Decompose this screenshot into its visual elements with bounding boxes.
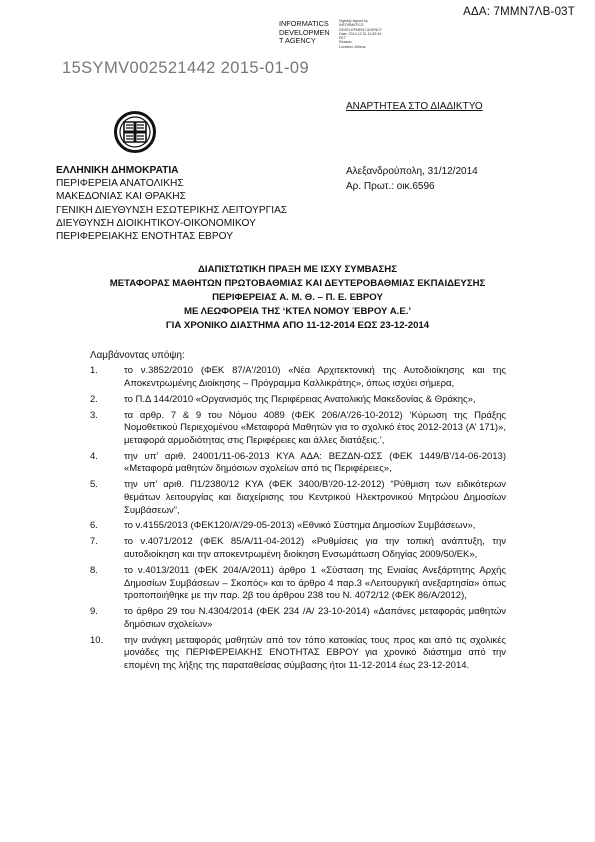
- title-line: ΓΙΑ ΧΡΟΝΙΚΟ ΔΙΑΣΤΗΜΑ ΑΠΟ 11-12-2014 ΕΩΣ 23-12-2014: [165, 320, 430, 331]
- item-number: 8.: [90, 565, 98, 577]
- title-line: ΜΕ ΛΕΩΦΟΡΕΙΑ ΤΗΣ ‘ΚΤΕΛ ΝΟΜΟΥ ΈΒΡΟΥ Α.Ε.’: [183, 306, 412, 317]
- list-item: [90, 635, 506, 673]
- agency-line: INFORMATICS: [279, 19, 329, 28]
- item-text: την ανάγκη μεταφοράς μαθητών από τον τόπο κατοικίας τους προς και από τις σχολικές μονάδες της ΠΕΡΙΦΕΡΕΙΑΚΗΣ ΕΝΟΤΗΤΑΣ ΕΒΡΟΥ για χρονικό διάστημα από την επομένη της λήξης της παραταθείσας σύμβασης ήτοι 11-12-2014 έως 23-12-2014.: [124, 634, 506, 671]
- signature-line: Location: Athens: [339, 44, 366, 49]
- title-line: ΠΕΡΙΦΕΡΕΙΑΣ Α. Μ. Θ. – Π. Ε. ΕΒΡΟΥ: [212, 292, 383, 303]
- place-date-block: [346, 164, 478, 194]
- item-text: τα αρθρ. 7 & 9 του Νόμου 4089 (ΦΕΚ 206/Α'/26-10-2012) ‘Κύρωση της Πράξης Νομοθετικού Περιεχομένου «Μεταφορά Μαθητών για το σχολικό έτος 2012-2013 (Α’ 171)», μεταφορά αρμοδιότητας στις Περιφέρειες και άλλες διατάξεις.’,: [124, 409, 506, 446]
- item-number: 7.: [90, 536, 98, 548]
- signature-line: INFORMATICS: [339, 23, 364, 28]
- city-date: Αλεξανδρούπολη, 31/12/2014: [346, 166, 478, 177]
- list-item: [90, 410, 506, 448]
- item-text: το άρθρο 29 του Ν.4304/2014 (ΦΕΚ 234 /Α/ 23-10-2014) «Δαπάνες μεταφοράς μαθητών δημόσιων σχολείων»: [124, 606, 506, 630]
- signature-line: Reason:: [339, 40, 353, 45]
- signature-line: DEVELOPMENT AGENCY: [339, 27, 383, 32]
- issuer-line: ΜΑΚΕΔΟΝΙΑΣ ΚΑΙ ΘΡΑΚΗΣ: [56, 191, 186, 203]
- item-text: το ν.4013/2011 (ΦΕΚ 204/Α/2011) άρθρο 1 «Σύσταση της Ενιαίας Ανεξάρτητης Αρχής Δημοσίων Συμβάσεων – Σκοπός» και το άρθρο 4 παρ.3 «Λειτουργική ανεξαρτησία» όπως τροποποιήθηκε με την παρ. 2β του άρθρου 238 του Ν. 4072/12 (ΦΕΚ 86/Α/2012),: [124, 565, 506, 602]
- post-online-notice: ΑΝΑΡΤΗΤΕΑ ΣΤΟ ΔΙΑΔΙΚΤΥΟ: [346, 101, 483, 112]
- issuer-line: ΠΕΡΙΦΕΡΕΙΑΚΗΣ ΕΝΟΤΗΤΑΣ ΕΒΡΟΥ: [56, 231, 234, 243]
- greek-emblem-icon: [113, 110, 157, 154]
- signature-line: EET: [339, 36, 346, 41]
- item-text: το Π.Δ 144/2010 «Οργανισμός της Περιφέρειας Ανατολικής Μακεδονίας & Θράκης»,: [124, 393, 476, 405]
- issuer-line: ΔΙΕΥΘΥΝΣΗ ΔΙΟΙΚΗΤΙΚΟΥ-ΟΙΚΟΝΟΜΙΚΟΥ: [56, 217, 256, 229]
- list-item: [90, 536, 506, 561]
- item-number: 2.: [90, 393, 98, 405]
- signature-line: Digitally signed by: [339, 19, 368, 23]
- item-number: 6.: [90, 520, 98, 532]
- considerations-list: [90, 365, 506, 676]
- issuer-line: ΓΕΝΙΚΗ ΔΙΕΥΘΥΝΣΗ ΕΣΩΤΕΡΙΚΗΣ ΛΕΙΤΟΥΡΓΙΑΣ: [56, 204, 288, 216]
- ada-code: ΑΔΑ: 7ΜΜΝ7ΛΒ-03Τ: [463, 6, 575, 18]
- agency-line: DEVELOPMEN: [279, 27, 330, 37]
- list-item: [90, 451, 506, 476]
- list-item: [90, 606, 506, 631]
- title-line: ΔΙΑΠΙΣΤΩΤΙΚΗ ΠΡΑΞΗ ΜΕ ΙΣΧΥ ΣΥΜΒΑΣΗΣ: [198, 264, 397, 275]
- item-text: το ν.4071/2012 (ΦΕΚ 85/Α/11-04-2012) «Ρυθμίσεις για την τοπική ανάπτυξη, την αυτοδιοίκηση και την αποκεντρωμένη διοίκηση Ενσωμάτωση Οδηγίας 2009/50/ΕΚ»,: [124, 536, 506, 561]
- item-text: την υπ’ αριθ. 24001/11-06-2013 ΚΥΑ ΑΔΑ: ΒΕΖΔΝ-ΩΣΣ (ΦΕΚ 1449/Β’/14-06-2013) «Μεταφορά μαθητών δημόσιων σχολείων από τις Περιφέρειες»,: [124, 450, 506, 475]
- considering-intro: Λαμβάνοντας υπόψη:: [90, 350, 185, 361]
- item-number: 9.: [90, 606, 98, 618]
- item-number: 10.: [90, 634, 104, 646]
- item-text: το ν.3852/2010 (ΦΕΚ 87/Α'/2010) «Νέα Αρχιτεκτονική της Αυτοδιοίκησης και της Αποκεντρωμένης Διοίκησης – Πρόγραμμα Καλλικράτης», όπως ισχύει σήμερα,: [124, 365, 506, 389]
- protocol-number: 15SYMV002521442 2015-01-09: [62, 59, 310, 77]
- list-item: [90, 365, 506, 390]
- issuer-line: ΠΕΡΙΦΕΡΕΙΑ ΑΝΑΤΟΛΙΚΗΣ: [56, 178, 184, 190]
- item-text: το ν.4155/2013 (ΦΕΚ120/Α’/29-05-2013) «Εθνικό Σύστημα Δημοσίων Συμβάσεων»,: [124, 520, 476, 532]
- agency-stamp: [279, 20, 339, 46]
- issuer-block: [56, 164, 287, 243]
- list-item: [90, 479, 506, 517]
- document-title: [40, 263, 555, 333]
- item-number: 1.: [90, 365, 98, 376]
- list-item: [90, 565, 506, 603]
- agency-line: T AGENCY: [279, 36, 316, 46]
- signature-line: Date: 2014.12.31 11:00:34: [339, 31, 382, 36]
- list-item: [90, 394, 506, 407]
- item-number: 3.: [90, 409, 98, 421]
- item-text: την υπ’ αριθ. Π1/2380/12 ΚΥΑ (ΦΕΚ 3400/Β'/20-12-2012) “Ρύθμιση των ειδικότερων θεμάτων λειτουργίας και διαχείρισης του Κεντρικού Ηλεκτρονικού Μητρώου Δημοσίων Συμβάσεων”,: [124, 479, 506, 516]
- list-item: [90, 520, 506, 533]
- digital-signature: [339, 19, 401, 49]
- item-number: 4.: [90, 450, 98, 462]
- title-line: ΜΕΤΑΦΟΡΑΣ ΜΑΘΗΤΩΝ ΠΡΩΤΟΒΑΘΜΙΑΣ ΚΑΙ ΔΕΥΤΕΡΟΒΑΘΜΙΑΣ ΕΚΠΑΙΔΕΥΣΗΣ: [109, 278, 486, 289]
- protocol-ref: Αρ. Πρωτ.: οικ.6596: [346, 181, 435, 192]
- issuer-line: ΕΛΛΗΝΙΚΗ ΔΗΜΟΚΡΑΤΙΑ: [56, 165, 179, 176]
- item-number: 5.: [90, 479, 98, 491]
